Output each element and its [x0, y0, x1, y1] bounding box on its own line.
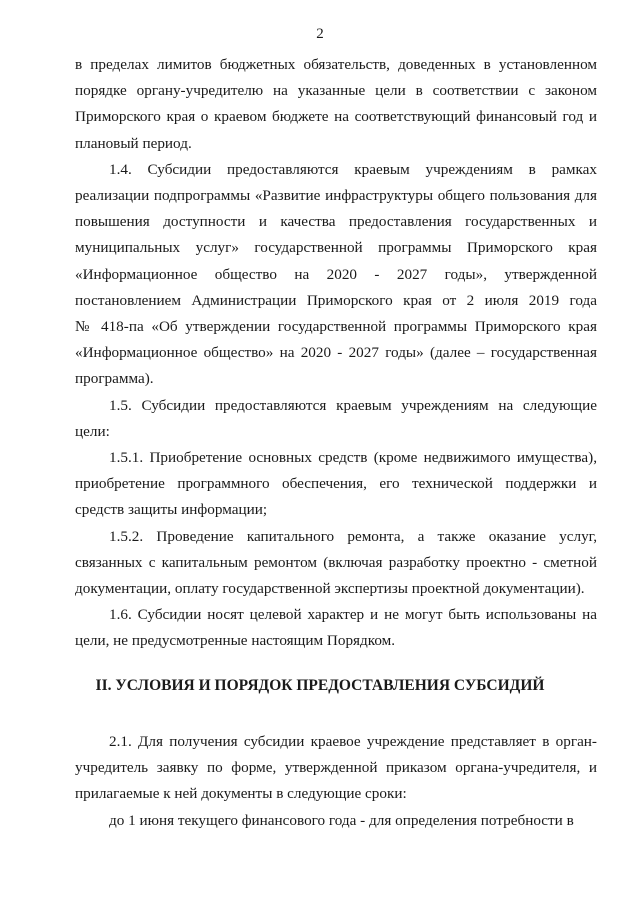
text-line: цели, не предусмотренные настоящим Порядком.: [75, 632, 396, 650]
text-line: цели:: [75, 422, 110, 440]
text-line: «Информационное общество» на 2020 - 2027 годы» (далее – государственная: [75, 344, 597, 362]
text-line: приобретение программного обеспечения, его технической поддержки и: [75, 475, 597, 493]
text-line: 1.4. Субсидии предоставляются краевым учреждениям в рамках: [109, 160, 597, 178]
text-line: № 418-па «Об утверждении государственной программы Приморского края: [75, 318, 597, 336]
text-line: постановлением Администрации Приморского края от 2 июля 2019 года: [75, 291, 597, 309]
paragraph-p-1-5-1: [75, 445, 597, 524]
paragraph-p-2-1: [75, 729, 597, 808]
document-body-top: [75, 52, 597, 655]
text-line: прилагаемые к ней документы в следующие сроки:: [75, 785, 407, 803]
text-line: 2.1. Для получения субсидии краевое учреждение представляет в орган-: [109, 733, 597, 750]
text-line: порядке органу-учредителю на указанные цели в соответствии с законом: [75, 82, 597, 100]
text-line: муниципальных услуг» государственной программы Приморского края: [75, 239, 597, 257]
paragraph-p-1-5-2: [75, 524, 597, 603]
text-line: до 1 июня текущего финансового года - для определения потребности в: [109, 811, 574, 829]
page-number: 2: [316, 26, 324, 42]
text-line: 1.5.1. Приобретение основных средств (кроме недвижимого имущества),: [109, 449, 597, 467]
text-line: средств защиты информации;: [75, 501, 268, 519]
paragraph-p-1-4: [75, 157, 597, 393]
document-body-bottom: [75, 729, 597, 834]
paragraph-p-1-5: [75, 393, 597, 445]
text-line: Приморского края о краевом бюджете на соответствующий финансовый год и: [75, 108, 597, 126]
text-line: плановый период.: [75, 134, 192, 152]
text-line: 1.6. Субсидии носят целевой характер и не могут быть использованы на: [109, 606, 597, 624]
text-line: 1.5.2. Проведение капитального ремонта, а также оказание услуг,: [109, 527, 597, 545]
text-line: 1.5. Субсидии предоставляются краевым учреждениям на следующие: [109, 396, 597, 414]
text-line: повышения доступности и качества предоставления государственных и: [75, 213, 597, 231]
text-line: реализации подпрограммы «Развитие инфраструктуры общего пользования для: [75, 187, 597, 205]
text-line: учредитель заявку по форме, утвержденной приказом органа-учредителя, и: [75, 759, 597, 777]
text-line: «Информационное общество на 2020 - 2027 годы», утвержденной: [75, 265, 597, 283]
paragraph-p-2-1-a: [75, 808, 597, 834]
text-line: документации, оплату государственной экспертизы проектной документации).: [75, 580, 585, 598]
paragraph-p-continuation: [75, 52, 597, 157]
text-line: связанных с капитальным ремонтом (включая разработку проектно - сметной: [75, 553, 597, 571]
text-line: программа).: [75, 370, 154, 388]
text-line: в пределах лимитов бюджетных обязательств, доведенных в установленном: [75, 56, 597, 73]
paragraph-p-1-6: [75, 602, 597, 654]
section-heading: II. УСЛОВИЯ И ПОРЯДОК ПРЕДОСТАВЛЕНИЯ СУБСИДИЙ: [95, 677, 545, 694]
